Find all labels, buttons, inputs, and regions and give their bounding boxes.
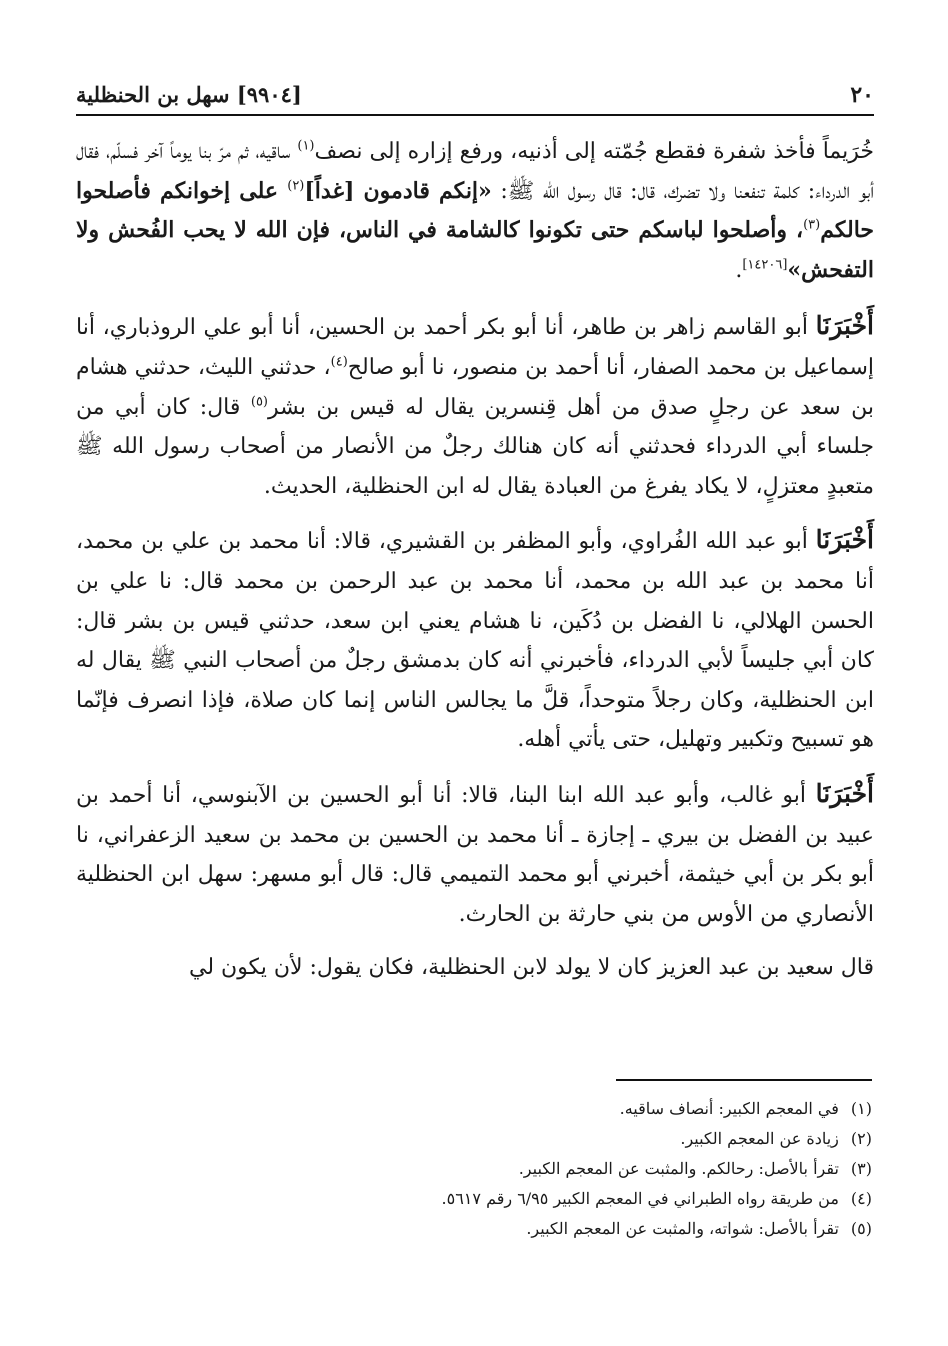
footnote-text: من طريقة رواه الطبراني في المعجم الكبير ٦/٩٥ رقم ٥٦١٧.	[441, 1189, 839, 1208]
footnote-number: (٢)	[850, 1129, 872, 1148]
text-segment: أبو عبد الله الفُراوي، وأبو المظفر بن القشيري، قالا: أنا محمد بن علي بن محمد، أنا محمد بن عبد الله بن محمد، أنا محمد بن عبد الرحمن بن محمد قال: نا علي بن الحسن الهلالي، نا الفضل بن دُكَين، نا هشام يعني ابن سعد، حدثني قيس بن بشر قال: كان أبي جليساً لأبي الدرداء، فأخبرني أنه كان بدمشق رجلٌ من أصحاب النبي ﷺ يقال له ابن الحنظلية، وكان رجلاً متوحداً، قلَّ ما يجالس الناس إنما كان صلاة، فإذا انصرف فإنّما هو تسبيح وتكبير وتهليل، حتى يأتي أهله.	[76, 529, 874, 753]
footnote-marker: (١)	[297, 138, 315, 154]
running-title: [٩٩٠٤] سهل بن الحنظلية	[76, 82, 302, 107]
paragraph-closing	[76, 948, 874, 988]
text-segment: قال: كان أبي من جلساء أبي الدرداء فحدثني أنه كان هنالك رجلٌ من الأنصار من أصحاب رسول الله ﷺ متعبدٍ معتزلٍ، لا يكاد يفرغ من العبادة يقال له ابن الحنظلية، الحديث.	[76, 394, 874, 499]
text-segment: أبو غالب، وأبو عبد الله ابنا البنا، قالا: أنا أبو الحسين بن الآبنوسي، أنا أحمد بن عبيد بن الفضل بن بيري ـ إجازة ـ أنا محمد بن الحسين بن محمد بن سعيد الزعفراني، نا أبو بكر بن أبي خيثمة، أخبرني أبو محمد التميمي قال: قال أبو مسهر: سهل ابن الحنظلية الأنصاري من الأوس من بني حارثة بن الحارث.	[76, 782, 874, 927]
footnote	[272, 1184, 872, 1214]
footnote-number: (١)	[850, 1099, 872, 1118]
footnote	[272, 1214, 872, 1244]
paragraph-isnad-1	[76, 306, 874, 506]
hadith-reference: [١٤٢٠٦]	[742, 257, 788, 273]
text-segment: خُرَيماً فأخذ شفرة فقطع جُمّته إلى أذنيه، ورفع إزاره إلى نصف	[314, 139, 874, 164]
text-segment: ، حدثني الليث، حدثني هشام بن سعد عن رجلٍ صدق من أهل قِنسرين يقال له قيس بن بشر	[76, 354, 874, 420]
footnote-number: (٥)	[850, 1219, 872, 1238]
hadith-text: «إنكم قادمون [غداً]	[304, 177, 492, 204]
akhbarana-keyword: أَخْبَرَنَا	[815, 525, 874, 555]
footnote	[272, 1124, 872, 1154]
footnote-marker: (٥)	[250, 394, 268, 410]
main-text	[76, 132, 874, 988]
footnote-text: تقرأ بالأصل: شواته، والمثبت عن المعجم الكبير.	[526, 1219, 839, 1238]
text-segment: أبو القاسم زاهر بن طاهر، أنا أبو بكر أحمد بن الحسين، أنا أبو علي الروذباري، أنا إسماعيل بن محمد الصفار، أنا أحمد بن منصور، نا أبو صالح	[76, 315, 874, 380]
footnote-number: (٤)	[850, 1189, 872, 1208]
page-number: ٢٠	[850, 82, 874, 108]
footnote-marker: (٢)	[287, 178, 305, 194]
text-segment: قال سعيد بن عبد العزيز كان لا يولد لابن الحنظلية، فكان يقول: لأن يكون لي	[189, 955, 874, 981]
footnote-text: زيادة عن المعجم الكبير.	[680, 1129, 839, 1148]
footnote-text: في المعجم الكبير: أنصاف ساقيه.	[619, 1099, 839, 1118]
footnotes	[272, 1094, 872, 1244]
hadith-text: ، وأصلحوا لباسكم حتى تكونوا كالشامة في الناس، فإن الله لا يحب الفُحش ولا التفحش»	[76, 217, 874, 283]
header-rule	[76, 114, 874, 116]
akhbarana-keyword: أَخْبَرَنَا	[815, 311, 874, 341]
page-header	[76, 82, 874, 114]
text-segment: .	[735, 257, 743, 283]
footnote-text: تقرأ بالأصل: رحالكم. والمثبت عن المعجم الكبير.	[518, 1159, 839, 1178]
text-segment: ساقيه، ثم مرّ بنا يوماً آخر فسلّم، فقال أبو الدرداء: كلمة تنفعنا ولا تضرك، قال: قال رسول الله ﷺ:	[76, 139, 874, 204]
footnote-rule	[616, 1079, 872, 1081]
footnote-marker: (٣)	[803, 217, 821, 233]
footnote	[272, 1154, 872, 1184]
akhbarana-keyword: أَخْبَرَنَا	[815, 778, 874, 808]
paragraph-isnad-3	[76, 774, 874, 934]
paragraph-hadith	[76, 132, 874, 290]
paragraph-isnad-2	[76, 520, 874, 760]
hadith-text: على إخوانكم فأصلحوا حالكم	[76, 177, 874, 244]
footnote-number: (٣)	[850, 1159, 872, 1178]
footnote-marker: (٤)	[330, 354, 348, 370]
footnote	[272, 1094, 872, 1124]
